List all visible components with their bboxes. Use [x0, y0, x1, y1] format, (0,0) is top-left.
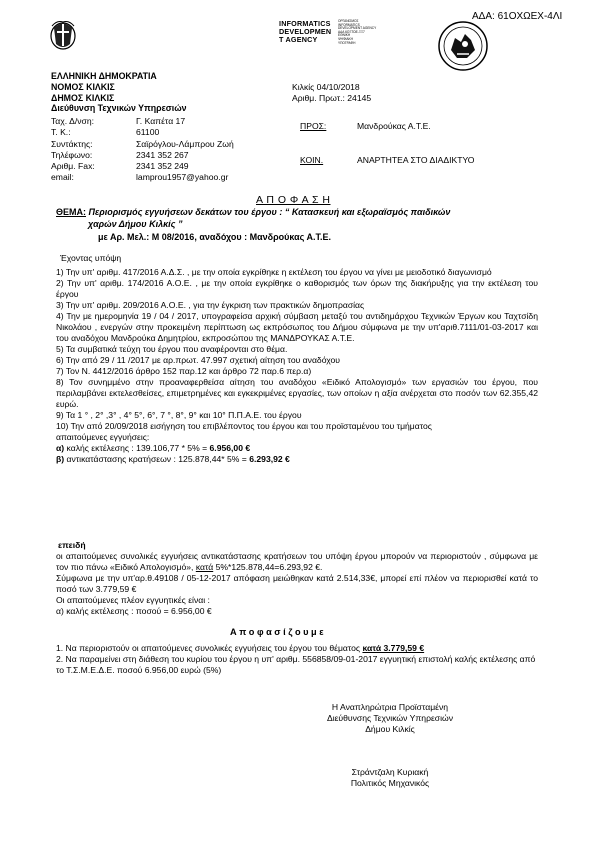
ada-code: ΑΔΑ: 61ΟΧΩΕΧ-4ΛΙ — [472, 11, 563, 22]
stamp-line: T AGENCY — [279, 35, 318, 45]
contact-label: Συντάκτης: — [51, 138, 93, 149]
guarantee-b-label: β) — [56, 454, 65, 464]
considering-label: Έχοντας υπόψη — [60, 253, 122, 263]
signatory-role: Πολιτικός Μηχανικός — [350, 778, 430, 788]
guarantee-a-label: α) — [56, 443, 65, 453]
subject-label: ΘΕΜΑ: — [56, 207, 86, 217]
contact-row — [51, 116, 234, 127]
place-date: Κιλκίς 04/10/2018 — [292, 82, 360, 92]
decision-amount: κατά 3.779,59 € — [362, 643, 425, 653]
since-label: επειδή — [58, 540, 86, 550]
guarantee-a — [56, 443, 538, 454]
since-text: οι απαιτούμενες συνολικές εγγυήσεις αντικατάστασης κρατήσεων του υπόψη έργου μπορούν να περιοριστούν , σύμφωνα με τον πιο πάνω «Ειδικό Απολογισμό», — [56, 551, 538, 572]
contact-row — [51, 161, 234, 172]
contact-value: lamprou1957@yahoo.gr — [136, 172, 229, 183]
consideration-item: 8) Τον συνημμένο στην προαναφερθείσα αίτηση του αναδόχου «Ειδικό Απολογισμό» των εργασιών του έργου, που περιλαμβάνει εκτελεσθείσες, επιμετρημένες και εγκεκριμένες εργασίες, των οποίων η αξία ανέρχεται στο ποσόν των 62.355,42 ευρώ. — [56, 377, 538, 409]
since-paragraph-2: Σύμφωνα με την υπ'αρ.θ.49108 / 05-12-2017 απόφαση μειώθηκαν κατά 2.514,33€, μπορεί επί πλέον να περιορισθεί κατά το ποσό των 3.779,59 € — [56, 573, 538, 594]
contact-value: Γ. Καπέτα 17 — [136, 116, 186, 126]
subject — [56, 207, 450, 218]
stamp-small-line: DEVELOPMENT AGENCY — [338, 26, 377, 31]
contact-row — [51, 150, 234, 161]
to-value: Μανδρούκας Α.Τ.Ε. — [357, 121, 431, 131]
since-paragraph-1 — [56, 551, 538, 573]
consideration-item: 5) Τα συμβατικά τεύχη του έργου που αναφέρονται στο θέμα. — [56, 344, 288, 354]
municipality-seal-icon — [437, 20, 489, 72]
guarantee-b-text: αντικατάστασης κρατήσεων : 125.878,44* 5% = — [64, 454, 250, 464]
stamp-small-line: ΥΠΟΓΡΑΦΗ — [338, 40, 356, 45]
decision-block — [56, 643, 538, 676]
stamp-small-line: ΕΘΝΙΚΗ — [338, 33, 351, 38]
consideration-item: 1) Την υπ' αριθμ. 417/2016 Α.Δ.Σ. , με την οποία εγκρίθηκε η εκτέλεση του έργου να γίνει με μειοδοτικό διαγωνισμό — [56, 267, 492, 277]
koin-value: ΑΝΑΡΤΗΤΕΑ ΣΤΟ ΔΙΑΔΙΚΤΥΟ — [357, 155, 475, 165]
consideration-item: 9) Τα 1 ° , 2° ,3° , 4° 5°, 6°, 7 °, 8°, 9° και 10° Π.Π.Α.Ε. του έργου — [56, 410, 302, 420]
signature-line: Δήμου Κιλκίς — [365, 724, 415, 734]
contact-value: 2341 352 249 — [136, 161, 189, 172]
consideration-item: 2) Την υπ' αριθμ. 174/2016 Α.Ο.Ε. , με την οποία εγκρίθηκε ο καθορισμός των όρων της διακήρυξης για την εκτέλεση του έργου — [56, 278, 538, 299]
consideration-item: 4) Την με ημερομηνία 19 / 04 / 2017, υπογραφείσα αρχική σύμβαση μεταξύ του αντιδημάρχου Τεχνικών Έργων κου Ταχτσίδη Νικολάου , ενεργών στην προκειμένη περίπτωση ως εκπρόσωπος του Δήμου σύμφωνα με την υπ'αριθ.7111/01-03-2017 και του αναδόχου Μανδρούκα Δημητρίου, εκπροσώπου της ΜΑΝΔΡΟΥΚΑΣ Α.Τ.Ε. — [56, 311, 538, 343]
issuer-line: ΔΗΜΟΣ ΚΙΛΚΙΣ — [51, 92, 115, 103]
signature-line: Διεύθυνσης Τεχνικών Υπηρεσιών — [326, 713, 454, 723]
guarantee-b-value: 6.293,92 € — [249, 454, 290, 464]
guarantee-b — [56, 454, 538, 465]
consideration-item: 3) Την υπ' αριθμ. 209/2016 Α.Ο.Ε. , για την έγκριση των πρακτικών δημοπρασίας — [56, 300, 365, 310]
guarantee-a-text: καλής εκτέλεσης : 139.106,77 * 5% = — [64, 443, 210, 453]
since-block — [56, 551, 538, 617]
contact-label: Αριθμ. Fax: — [51, 161, 95, 172]
greek-emblem-icon — [49, 16, 77, 50]
issuer-line: ΕΛΛΗΝΙΚΗ ΔΗΜΟΚΡΑΤΙΑ — [51, 71, 157, 81]
since-text-end: 5%*125.878,44=6.293,92 €. — [213, 562, 323, 572]
remaining-intro: Οι απαιτούμενες πλέον εγγυητικές είναι : — [56, 595, 210, 605]
considerations-list — [56, 267, 538, 465]
issuer-line: ΝΟΜΟΣ ΚΙΛΚΙΣ — [51, 81, 115, 92]
signatory-name: Στράντζαλη Κυριακή — [351, 767, 429, 777]
decision-heading: Α π ο φ α σ ί ζ ο υ μ ε — [230, 627, 324, 637]
signatory — [315, 767, 465, 789]
since-text-underlined: κατά — [195, 562, 214, 572]
stamp-small-line: INFORMATICS — [338, 22, 360, 27]
guarantees-intro: απαιτούμενες εγγυήσεις: — [56, 432, 150, 442]
decision-text: 1. Να περιοριστούν οι απαιτούμενες συνολικές εγγυήσεις του έργου του θέματος — [56, 643, 361, 653]
document-title: Α Π Ο Φ Α Σ Η — [256, 194, 331, 206]
stamp-small-line: ΟΡΓΑΝΙΣΜΟΣ — [338, 19, 359, 23]
contact-value: 61100 — [136, 127, 160, 138]
stamp-line: INFORMATICS — [279, 19, 331, 28]
subject-text-2: χαρών Δήμου Κιλκίς ” — [88, 219, 183, 229]
stamp-small-line: ΨΗΦΙΑΚΗ — [338, 36, 353, 41]
stamp-line: DEVELOPMEN — [279, 27, 332, 37]
contact-block — [51, 116, 234, 184]
subject-text-3: με Αρ. Μελ.: Μ 08/2016, αναδόχου : Μανδρούκας Α.Τ.Ε. — [98, 232, 332, 242]
issuer-block — [51, 71, 187, 114]
contact-row — [51, 172, 234, 183]
subject-text: Περιορισμός εγγυήσεων δεκάτων του έργου : “ Κατασκευή και εξωραϊσμός παιδικών — [88, 207, 451, 217]
contact-label: Τ. Κ.: — [51, 127, 71, 138]
guarantee-a-value: 6.956,00 € — [209, 443, 251, 453]
koin-label: ΚΟΙΝ. — [300, 155, 324, 165]
decision-item-1 — [56, 643, 538, 654]
contact-value: 2341 352 267 — [136, 149, 189, 160]
contact-label: Τηλέφωνο: — [51, 149, 93, 160]
signature-line: Η Αναπληρώτρια Προϊσταμένη — [331, 702, 449, 712]
decision-item-2: 2. Να παραμείνει στη διάθεση του κυρίου του έργου η υπ' αριθμ. 556858/09-01-2017 εγγυητική επιστολή καλής εκτέλεσης από το Τ.Σ.Μ.Ε.Δ.Ε. ποσού 6.956,00 ευρώ (5%) — [56, 654, 536, 675]
contact-row — [51, 139, 234, 150]
consideration-item: 10) Την από 20/09/2018 εισήγηση του επιβλέποντος του έργου και του προϊσταμένου του τμήματος — [56, 421, 432, 431]
contact-value: Σαϊρόγλου-Λάμπρου Ζωή — [136, 138, 234, 149]
issuer-line: Διεύθυνση Τεχνικών Υπηρεσιών — [51, 103, 187, 114]
contact-label: Ταχ. Δ/νση: — [51, 116, 94, 126]
consideration-item: 6) Την από 29 / 11 /2017 με αρ.πρωτ. 47.997 σχετική αίτηση του αναδόχου — [56, 355, 341, 365]
signature-block — [315, 702, 465, 735]
to-label: ΠΡΟΣ: — [300, 121, 327, 131]
contact-row — [51, 127, 234, 138]
consideration-item: 7) Τον Ν. 4412/2016 άρθρο 152 παρ.12 και άρθρο 72 παρ.6 περ.α) — [56, 366, 312, 376]
contact-label: email: — [51, 172, 74, 183]
informatics-stamp — [279, 19, 377, 45]
protocol-number: Αριθμ. Πρωτ.: 24145 — [292, 93, 372, 103]
remaining-a: α) καλής εκτέλεσης : ποσού = 6.956,00 € — [56, 606, 212, 616]
stamp-small-line: ΑΔΑ 6ΟΞΤΩΕ-ΞΞ7 — [338, 29, 365, 34]
